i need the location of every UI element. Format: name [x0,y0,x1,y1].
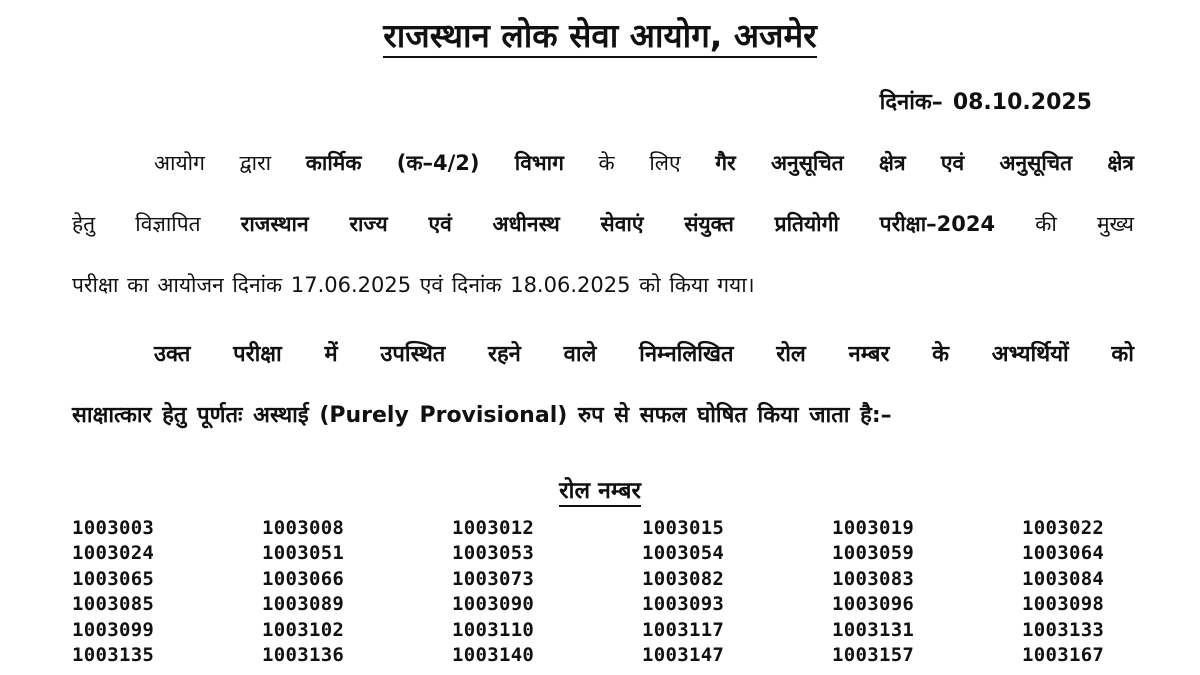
paragraph-1-segment: के लिए [563,151,716,175]
document-title-text: राजस्थान लोक सेवा आयोग, अजमेर [383,16,817,58]
paragraph-1-segment: आयोग द्वारा [154,151,306,175]
roll-number: 1003065 [72,567,155,590]
roll-number: 1003085 [72,593,155,616]
roll-number: 1003090 [452,593,535,616]
paragraph-1-segment: गैर अनुसूचित क्षेत्र एवं अनुसूचित क्षेत्र [715,151,1135,175]
roll-number: 1003084 [1022,567,1105,590]
roll-number: 1003059 [832,542,915,565]
roll-number: 1003096 [832,593,915,616]
roll-number: 1003015 [642,517,725,539]
roll-number: 1003073 [452,567,535,590]
date-value: 08.10.2025 [952,90,1092,115]
roll-number: 1003082 [642,567,725,590]
roll-number: 1003024 [72,542,155,565]
document-title [0,14,1200,58]
provisional-note: (Purely Provisional) [319,403,568,428]
roll-number: 1003019 [832,517,915,539]
roll-number-grid [72,516,1172,668]
roll-number: 1003051 [262,542,345,565]
roll-number: 1003110 [452,618,535,641]
roll-number: 1003157 [832,643,915,666]
roll-number: 1003117 [642,618,725,641]
roll-number: 1003054 [642,542,725,565]
paragraph-1-segment: राजस्थान राज्य एवं अधीनस्थ सेवाएं संयुक्त प्रतियोगी परीक्षा–2024 [240,212,996,236]
roll-number: 1003083 [832,567,915,590]
paragraph-2-line-2 [72,401,892,431]
paragraph-2-line-2-pre: साक्षात्कार हेतु पूर्णतः अस्थाई [72,403,320,428]
roll-number: 1003003 [72,517,155,539]
date-label: दिनांक– [879,90,943,115]
roll-number: 1003012 [452,517,535,539]
roll-number: 1003098 [1022,593,1105,616]
roll-number: 1003102 [262,618,345,641]
roll-number: 1003089 [262,593,345,616]
paragraph-2-line-1: उक्त परीक्षा में उपस्थित रहने वाले निम्नलिखित रोल नम्बर के अभ्यर्थियों को [154,342,1134,367]
roll-number-heading [0,474,1200,508]
paragraph-1-segment: कार्मिक (क–4/2) विभाग [305,151,564,175]
roll-number: 1003133 [1022,618,1105,641]
paragraph-1-line [72,270,755,300]
paragraph-1-segment: हेतु विज्ञापित [72,212,241,236]
roll-number: 1003140 [452,643,535,666]
paragraph-1-line [154,148,1134,178]
roll-number: 1003131 [832,618,915,641]
roll-number: 1003008 [262,517,345,539]
paragraph-2-line-2-post: रुप से सफल घोषित किया जाता है:– [567,403,892,428]
paragraph-1-line [72,209,1134,239]
roll-number: 1003167 [1022,643,1105,666]
roll-number: 1003064 [1022,542,1105,565]
roll-number: 1003136 [262,643,345,666]
paragraph-1-segment: परीक्षा का आयोजन दिनांक 17.06.2025 एवं दिनांक 18.06.2025 को किया गया। [72,273,755,297]
roll-number: 1003022 [1022,517,1105,539]
roll-number: 1003053 [452,542,535,565]
notice-date [880,88,1092,118]
roll-number: 1003093 [642,593,725,616]
paragraph-1-segment: की मुख्य [995,212,1134,236]
roll-number: 1003066 [262,567,345,590]
roll-number-heading-text: रोल नम्बर [559,478,641,507]
roll-number: 1003147 [642,643,725,666]
roll-number: 1003135 [72,643,155,666]
roll-number: 1003099 [72,618,155,641]
